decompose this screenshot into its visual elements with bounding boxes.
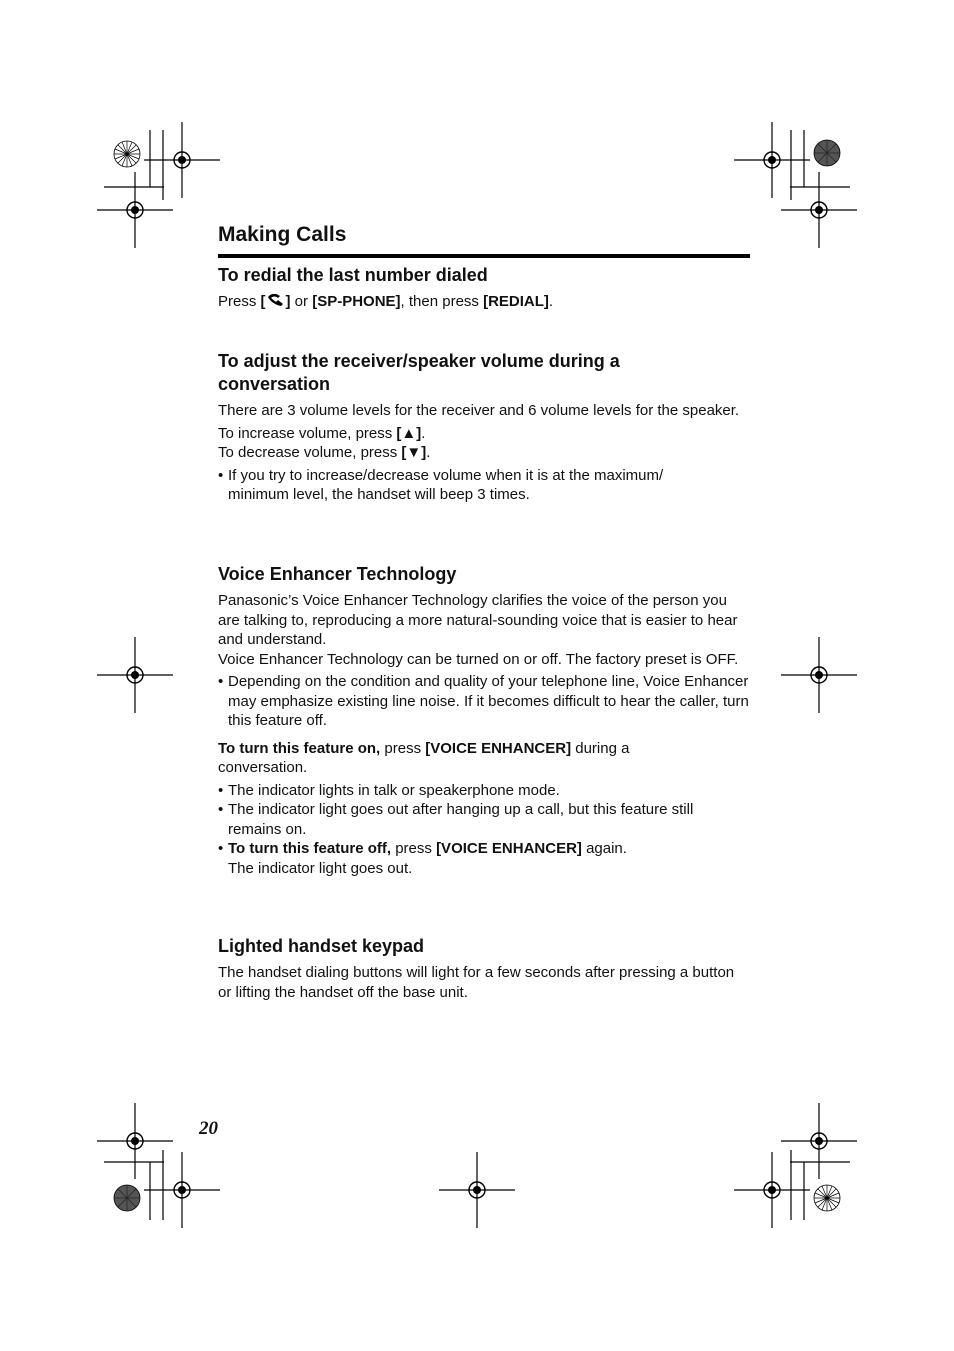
- volume-heading: To adjust the receiver/speaker volume during a conversation: [218, 351, 620, 394]
- volume-increase: To increase volume, press [▲].: [218, 424, 426, 442]
- crop-mark-top-right: [734, 122, 857, 248]
- turn-on-instruction: To turn this feature on, press [VOICE ENHANCER] during a conversation.: [218, 739, 630, 776]
- page-title: Making Calls: [218, 223, 347, 246]
- crop-mark-bottom-right: [734, 1103, 857, 1228]
- voice-enhancer-section: [218, 563, 750, 878]
- redial-instruction: Press [ ] or [SP-PHONE], then press [REDIAL].: [218, 293, 554, 310]
- voice-enhancer-bullet2: • The indicator lights in talk or speakerphone mode.: [218, 781, 560, 799]
- reg-mark-bottom-center: [439, 1152, 515, 1228]
- crop-mark-top-left: [97, 122, 220, 248]
- keypad-section: [218, 935, 750, 1002]
- page-number: 20: [199, 1118, 218, 1139]
- volume-intro: There are 3 volume levels for the receiver and 6 volume levels for the speaker.: [218, 402, 740, 419]
- talk-phone-icon: [266, 293, 286, 307]
- reg-mark-mid-right: [781, 637, 857, 713]
- keypad-para: The handset dialing buttons will light for a few seconds after pressing a button or lifting the handset off the base unit.: [218, 964, 735, 1001]
- volume-decrease: To decrease volume, press [▼].: [218, 444, 431, 461]
- voice-enhancer-heading: Voice Enhancer Technology: [218, 564, 457, 584]
- redial-heading: To redial the last number dialed: [218, 265, 488, 285]
- volume-section: [218, 350, 750, 505]
- title-rule: [218, 254, 750, 258]
- keypad-heading: Lighted handset keypad: [218, 936, 425, 956]
- voice-enhancer-para2: Voice Enhancer Technology can be turned on or off. The factory preset is OFF.: [218, 650, 739, 668]
- voice-enhancer-bullet1: • Depending on the condition and quality of your telephone line, Voice Enhancer may emphasize existing line noise. If it becomes difficult to hear the caller, turn this feature off.: [218, 673, 749, 729]
- voice-enhancer-para1: Panasonic’s Voice Enhancer Technology clarifies the voice of the person you are talking to, reproducing a more natural-sounding voice that is easier to hear and understand.: [218, 592, 738, 648]
- turn-off-instruction: • To turn this feature off, press [VOICE ENHANCER] again. The indicator light goes out.: [218, 840, 627, 877]
- turn-off-result: The indicator light goes out.: [228, 859, 413, 877]
- volume-bullet: • If you try to increase/decrease volume when it is at the maximum/ minimum level, the handset will beep 3 times.: [218, 466, 664, 503]
- voice-enhancer-bullet3: • The indicator light goes out after hanging up a call, but this feature still remains on.: [218, 801, 694, 838]
- redial-section: [218, 264, 750, 312]
- reg-mark-mid-left: [97, 637, 173, 713]
